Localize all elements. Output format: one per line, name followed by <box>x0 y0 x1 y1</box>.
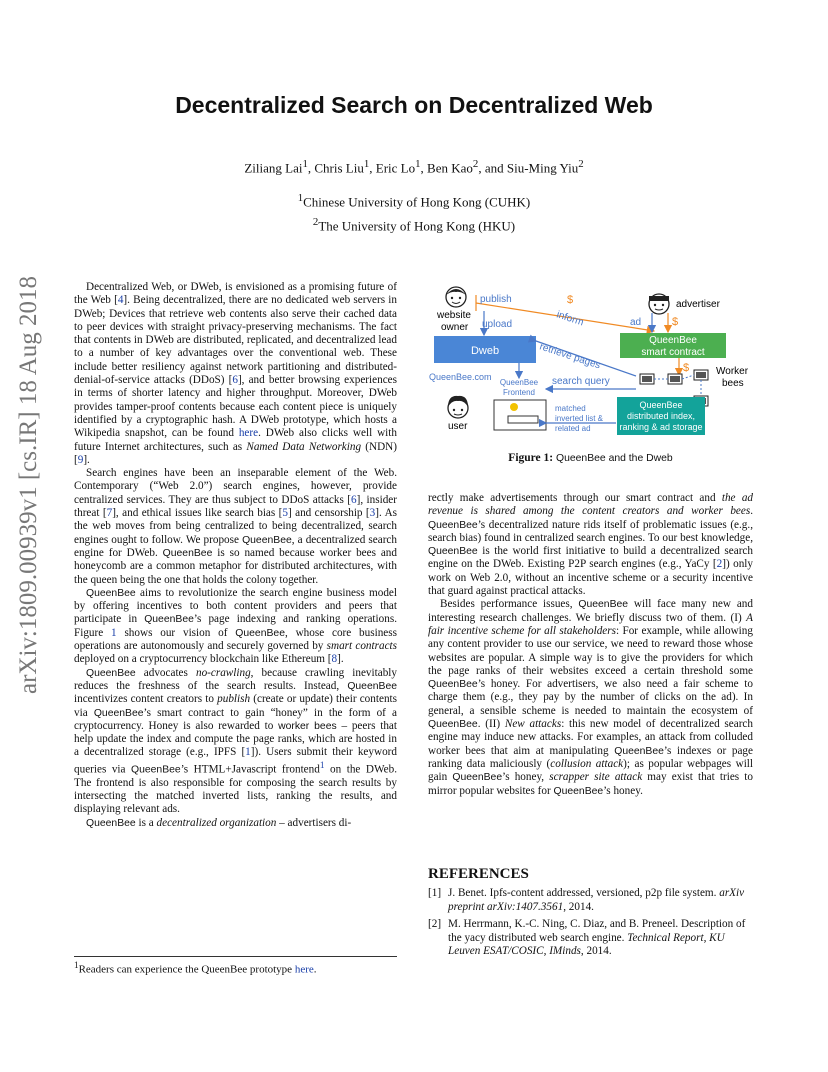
text-run: , because crawling inevitably reduces the freshness of the search results. Instead, <box>74 666 397 692</box>
author-affiliation-marker: 1 <box>302 158 308 170</box>
queenbee-name: QueenBee <box>86 667 136 679</box>
text-run: ’s honey. For advertisers, we also need a fair scheme to charge them (e.g., they pay by the number of clicks on the ad). In general, a sensible scheme is needed to maintain the ecosystem of <box>428 678 753 717</box>
references-list <box>428 887 753 963</box>
text-run: ], insider threat [ <box>74 493 397 520</box>
paragraph <box>74 281 397 467</box>
emphasis-text: New attacks <box>504 718 562 731</box>
reference-venue: arXiv preprint arXiv:1407.3561 <box>448 887 745 913</box>
footnote <box>74 956 397 976</box>
text-run: shows our vision of <box>116 626 236 639</box>
upload-label: upload <box>482 319 513 330</box>
text-run: , whose core business operations are autonomously and securely governed by <box>74 626 397 653</box>
text-run: ’s page indexing and ranking operations. Figure <box>74 613 397 639</box>
queenbee-name: QueenBee <box>428 679 478 691</box>
frontend-label: QueenBee <box>499 378 539 387</box>
figure-caption-label: Figure 1: <box>508 452 554 464</box>
advertiser-face-icon <box>649 294 669 314</box>
affiliation-marker: 2 <box>312 216 319 228</box>
paragraph <box>428 598 753 797</box>
text-run: will face many new and interesting research challenges. We briefly discuss two of them. (I) <box>428 598 753 624</box>
text-run: , a decentralized search engine for DWeb. <box>74 533 397 559</box>
queenbee-name: QueenBee <box>452 772 503 784</box>
queenbee-name: QueenBee <box>428 519 478 531</box>
citation-link[interactable]: 9 <box>77 453 84 466</box>
text-run: ’s smart contract to gain “honey” in the form of a cryptocurrency. Honey is also rewarded to <box>74 706 397 732</box>
ad-payment-dollar-label: $ <box>672 316 679 328</box>
author-affiliation-marker: 1 <box>415 158 421 170</box>
matched-label: inverted list & <box>555 414 604 423</box>
browser-window-icon <box>494 400 546 430</box>
left-column <box>74 281 397 830</box>
author-name: Chris Liu <box>314 160 364 176</box>
citation-link[interactable]: 4 <box>117 294 124 307</box>
author-affiliation-marker: 2 <box>578 158 584 170</box>
text-run: – advertisers di- <box>276 816 352 829</box>
distributed-index-label: ranking & ad storage <box>619 422 703 432</box>
text-run: deployed on a cryptocurrency blockchain like Ethereum [ <box>74 653 332 666</box>
emphasis-text: publish <box>217 693 251 706</box>
queenbee-name: QueenBee <box>86 587 136 599</box>
citation-link[interactable]: 2 <box>716 558 723 571</box>
worker-bees-term: worker bees <box>278 720 337 732</box>
citation-link[interactable]: 6 <box>232 374 238 387</box>
text-run: . <box>313 963 317 976</box>
emphasis-text: smart contracts <box>326 640 398 653</box>
author-name: Ziliang Lai <box>244 160 303 176</box>
text-run: ] and censorship [ <box>287 507 370 520</box>
paragraph <box>74 817 397 830</box>
distributed-index-label: distributed index, <box>626 411 696 421</box>
footnote-marker: 1 <box>74 960 79 970</box>
author-list: Ziliang Lai$^1$, Chris Liu$^1$, Eric Lo$^1$, Ben Kao$^2$, and Siu-Ming Yiu$^2$ <box>244 158 584 176</box>
text-run: may exist that tries to mirror popular websites for <box>428 771 753 797</box>
author-name: and Siu-Ming Yiu <box>484 160 579 176</box>
text-run: Decentralized Web, or DWeb, is envisioned as a promising future of the Web [ <box>74 281 397 307</box>
reference-item <box>428 918 753 959</box>
smart-contract-label: smart contract <box>641 347 705 358</box>
text-run: aims to revolutionize the search engine business model by offering incentives to both content providers and peers that participate in <box>74 586 397 626</box>
user-label: user <box>448 421 468 432</box>
website-owner-face-icon <box>446 287 466 307</box>
reference-venue: Technical Report, KU Leuven ESAT/COSIC, IMinds <box>448 931 725 957</box>
emphasis-text: Named Data Networking <box>246 440 362 453</box>
queenbee-name: QueenBee <box>144 614 194 626</box>
text-run: ]. As the web moves from being centralized to being decentralized, search engines ought to follow. We propose <box>74 507 398 546</box>
arxiv-stamp <box>14 275 44 695</box>
text-run: ’s honey. <box>603 784 643 797</box>
paragraph <box>428 492 753 598</box>
affiliation-1 <box>0 192 828 210</box>
smart-contract-label: QueenBee <box>649 335 697 346</box>
reference-number: [1] <box>428 887 442 899</box>
author-name: Ben Kao <box>427 160 473 176</box>
text-run: ’s decentralized nature rids itself of problematic issues (e.g., search bias) found in centralized search engines. To our best knowledge, <box>428 518 753 544</box>
website-owner-label: website <box>437 310 471 321</box>
citation-link[interactable]: 5 <box>282 507 288 520</box>
emphasis-text: decentralized organization <box>156 816 277 829</box>
text-run: ]). Users submit their keyword queries via <box>74 746 397 776</box>
emphasis-text: A fair incentive scheme for all stakeholders <box>428 611 753 637</box>
text-run: ); as popular webpages will gain <box>428 757 754 784</box>
ad-label: ad <box>630 317 642 328</box>
website-owner-label: owner <box>441 322 469 333</box>
paper-title: Decentralized Search on Decentralized Web <box>175 92 653 118</box>
text-run: ’s honey, <box>502 771 550 784</box>
paragraph <box>74 667 397 817</box>
right-column <box>428 492 753 798</box>
payment-dollar-label: $ <box>567 294 574 306</box>
paragraph <box>74 587 397 667</box>
affiliation-text: The University of Hong Kong (HKU) <box>318 218 516 234</box>
paragraph <box>74 467 397 587</box>
citation-link[interactable]: 6 <box>351 493 357 506</box>
matched-label: matched <box>555 404 586 413</box>
emphasis-text: scrapper site attack <box>549 771 643 784</box>
worker-bees-label: bees <box>722 378 744 389</box>
text-run: . (II) <box>477 718 505 731</box>
frontend-label: Frontend <box>502 388 536 397</box>
author-affiliation-marker: 1 <box>363 158 370 170</box>
text-run: is so named because worker bees and honeycomb are a common metaphor for distributed architectures, with the queen being the one that holds the colony together. <box>74 546 397 586</box>
figure-caption-text: QueenBee and the Dweb <box>556 453 673 464</box>
queenbee-name: QueenBee <box>131 764 181 776</box>
queenbee-name: QueenBee <box>235 627 285 639</box>
search-query-label: search query <box>552 376 610 387</box>
text-run: – peers that help update the index and compute the page ranks, which are hosted in a decentralized storage (e.g., IPFS [ <box>74 719 398 759</box>
worker-payment-dollar-label: $ <box>683 362 690 374</box>
reference-text: M. Herrmann, K.-C. Ning, C. Diaz, and B. Preneel. Description of the yacy distributed web search engine. <box>448 918 746 944</box>
queenbee-name: QueenBee <box>347 680 397 692</box>
text-run: ]. <box>83 453 90 466</box>
text-run: ]. <box>337 653 344 666</box>
reference-text: , 2014. <box>563 900 594 913</box>
author-affiliation-marker: 2 <box>472 158 479 170</box>
queenbee-name: QueenBee <box>428 546 478 558</box>
matched-label: related ad <box>555 424 591 433</box>
text-run: advocates <box>135 666 196 679</box>
queenbee-name: QueenBee <box>614 745 664 757</box>
footnote-text: Readers can experience the QueenBee prototype <box>78 963 295 976</box>
citation-link[interactable]: 3 <box>369 507 376 520</box>
queenbee-name: QueenBee <box>242 534 292 546</box>
queenbee-name: QueenBee <box>86 817 136 829</box>
text-run: ], and ethical issues like search bias [ <box>112 507 283 520</box>
emphasis-text: the ad revenue is shared among the content creators and worker bees <box>428 492 754 518</box>
text-run: is a <box>135 816 157 829</box>
text-run: on the DWeb. The frontend is also responsible for composing the search results by intersecting the matched inverted lists, ranking the results, and displaying relevant ads. <box>74 763 398 816</box>
publish-label: publish <box>480 294 512 305</box>
emphasis-text: no-crawling <box>195 666 251 679</box>
text-run: incentivizes content creators to <box>74 693 218 706</box>
search-box-icon <box>508 416 538 423</box>
figure-link[interactable]: 1 <box>111 626 117 639</box>
figure-diagram <box>424 283 760 443</box>
affiliation-text: Chinese University of Hong Kong (CUHK) <box>303 194 531 210</box>
reference-number: [2] <box>428 918 442 930</box>
queenbee-name: QueenBee <box>578 599 629 611</box>
footnote-prototype-link[interactable]: here <box>294 963 314 976</box>
queenbee-name: QueenBee <box>162 547 213 559</box>
text-run: ]. Being decentralized, there are no dedicated web servers in DWeb; Devices that retrieve web contents also serve their cached data to peer devices with straight privacy-preserving mechanisms. The fact that contents in DWeb are distributed, replicated, and decentralized lead to a number of key advantages over the conventional web. These include better resiliency against network partitioning and distributed-denial-of-service attacks (DDoS) [ <box>74 294 397 387</box>
retrieve-pages-label: retrieve pages <box>538 341 602 372</box>
emphasis-text: collusion attack <box>550 757 624 770</box>
reference-item <box>428 887 753 914</box>
author-name: Eric Lo <box>375 160 416 176</box>
inform-label: inform <box>555 309 585 329</box>
text-run: . <box>750 505 753 518</box>
text-run: Besides performance issues, <box>440 598 579 611</box>
text-run: . DWeb also clicks well with future Internet architectures, such as <box>74 427 397 453</box>
text-run: ’s indexes or page ranking data maliciously ( <box>428 744 753 770</box>
text-run: ], and better browsing experiences in terms of shorter latency and higher throughput. Moreover, DWeb provides tamper-proof contents because each content piece is uniquely identified by a cryptographic hash. A DWeb prototype, which hosts a Wikipedia snapshot, can be found <box>74 374 397 440</box>
citation-link[interactable]: 8 <box>331 653 338 666</box>
affiliation-marker: 1 <box>297 192 304 204</box>
footnote-link[interactable]: 1 <box>319 760 325 771</box>
reference-text: , 2014. <box>580 945 612 957</box>
text-run: Search engines have been an inseparable element of the Web. Contemporary (“Web 2.0”) search engines, however, provide centralized services. They are thus subject to DDoS attacks [ <box>74 467 397 506</box>
text-run: ’s HTML+Javascript frontend <box>180 763 320 776</box>
queenbee-com-label: QueenBee.com <box>429 372 492 382</box>
queenbee-logo-icon <box>510 403 518 411</box>
affiliation-2 <box>0 216 828 234</box>
distributed-index-label: QueenBee <box>639 400 683 410</box>
text-run: ]) only work on Web 2.0, without an incentive scheme or a security incentive that guard against practical attacks. <box>428 558 753 598</box>
queenbee-name: QueenBee <box>93 707 144 719</box>
queenbee-name: QueenBee <box>428 719 478 731</box>
text-run: (NDN) [ <box>74 440 397 466</box>
citation-link[interactable]: 7 <box>106 507 113 520</box>
user-face-icon <box>448 396 468 418</box>
arxiv-stamp-text: arXiv:1809.00939v1 [cs.IR] 18 Aug 2018 <box>15 275 42 695</box>
dweb-label: Dweb <box>470 345 500 357</box>
text-run: : For example, while allowing any content provider to use our service, we need to reward those whose websites are popular. A simple way is to give the providers for which the page ranks of their websites exceed a certain threshold some <box>428 624 753 677</box>
worker-bees-label: Worker <box>716 366 749 377</box>
text-run: : this new model of decentralized search engine may induce new attacks. For examples, an attack from colluded worker bees that aim at manipulating <box>428 718 753 757</box>
citation-link[interactable]: 1 <box>245 746 251 759</box>
text-run: is the world first initiative to build a decentralized search engine on the DWeb. Existing P2P search engines (e.g., YaCy [ <box>428 545 753 571</box>
text-run: rectly make advertisements through our smart contract and <box>428 492 722 504</box>
advertiser-label: advertiser <box>676 299 720 310</box>
queenbee-name: QueenBee <box>553 785 604 797</box>
figure-caption <box>428 452 753 464</box>
references-heading: REFERENCES <box>428 866 529 882</box>
reference-text: J. Benet. Ipfs-content addressed, versioned, p2p file system. <box>448 887 720 899</box>
text-run: (create or update) their contents via <box>74 693 397 719</box>
prototype-link[interactable]: here <box>238 427 259 440</box>
